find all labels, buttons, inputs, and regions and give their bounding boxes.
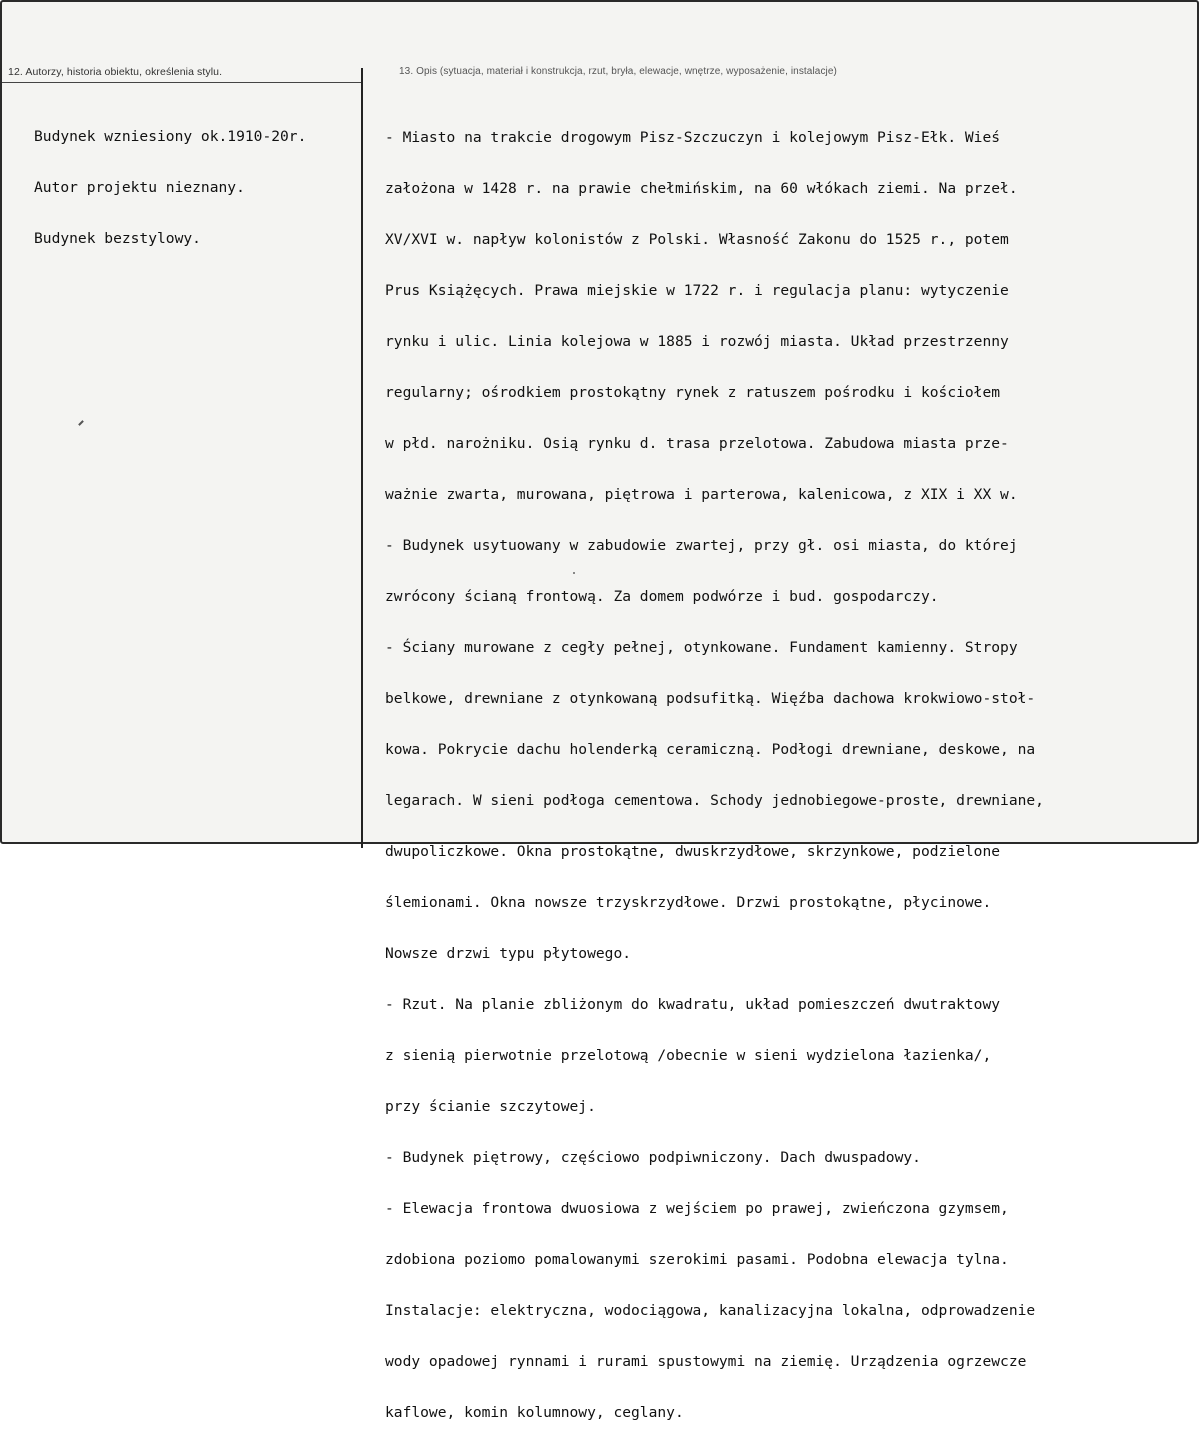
description-line: regularny; ośrodkiem prostokątny rynek z ratuszem pośrodku i kościołem	[385, 384, 1001, 401]
description-line: założona w 1428 r. na prawie chełmińskim, na 60 włókach ziemi. Na przeł.	[385, 180, 1018, 197]
description-line: zdobiona poziomo pomalowanymi szerokimi pasami. Podobna elewacja tylna.	[385, 1251, 1009, 1268]
header-underline	[2, 82, 362, 83]
description-line: z sienią pierwotnie przelotową /obecnie w sieni wydzielona łazienka/,	[385, 1047, 992, 1064]
description-line: przy ścianie szczytowej.	[385, 1098, 596, 1115]
description-line: kaflowe, komin kolumnowy, ceglany.	[385, 1404, 684, 1421]
history-line: Budynek bezstylowy.	[34, 230, 201, 247]
description-line: wody opadowej rynnami i rurami spustowymi na ziemię. Urządzenia ogrzewcze	[385, 1353, 1027, 1370]
history-line: Budynek wzniesiony ok.1910-20r.	[34, 128, 307, 145]
column-divider	[361, 68, 363, 848]
description-line: Instalacje: elektryczna, wodociągowa, kanalizacyjna lokalna, odprowadzenie	[385, 1302, 1036, 1319]
history-line: Autor projektu nieznany.	[34, 179, 245, 196]
paper-speck	[573, 572, 575, 574]
description-line: kowa. Pokrycie dachu holenderką ceramiczną. Podłogi drewniane, deskowe, na	[385, 741, 1036, 758]
description-line: - Budynek piętrowy, częściowo podpiwniczony. Dach dwuspadowy.	[385, 1149, 921, 1166]
description-line: ślemionami. Okna nowsze trzyskrzydłowe. Drzwi prostokątne, płycinowe.	[385, 894, 992, 911]
section-12-heading: 12. Autorzy, historia obiektu, określenia stylu.	[8, 66, 223, 78]
description-line: - Rzut. Na planie zbliżonym do kwadratu, układ pomieszczeń dwutraktowy	[385, 996, 1001, 1013]
description-line: Nowsze drzwi typu płytowego.	[385, 945, 632, 962]
section-13-heading: 13. Opis (sytuacja, materiał i konstrukcja, rzut, bryła, elewacje, wnętrze, wyposażenie, instalacje)	[399, 66, 837, 77]
pencil-mark	[78, 420, 84, 426]
description-line: legarach. W sieni podłoga cementowa. Schody jednobiegowe-proste, drewniane,	[385, 792, 1044, 809]
description-line: zwrócony ścianą frontową. Za domem podwórze i bud. gospodarczy.	[385, 588, 939, 605]
description-line: - Miasto na trakcie drogowym Pisz-Szczuczyn i kolejowym Pisz-Ełk. Wieś	[385, 129, 1001, 146]
description-line: dwupoliczkowe. Okna prostokątne, dwuskrzydłowe, skrzynkowe, podzielone	[385, 843, 1001, 860]
description-line: - Budynek usytuowany w zabudowie zwartej, przy gł. osi miasta, do której	[385, 537, 1018, 554]
description-line: rynku i ulic. Linia kolejowa w 1885 i rozwój miasta. Układ przestrzenny	[385, 333, 1009, 350]
history-text	[34, 94, 306, 281]
description-line: ważnie zwarta, murowana, piętrowa i parterowa, kalenicowa, z XIX i XX w.	[385, 486, 1018, 503]
description-text	[385, 95, 1044, 1455]
description-line: - Ściany murowane z cegły pełnej, otynkowane. Fundament kamienny. Stropy	[385, 639, 1018, 656]
description-line: - Elewacja frontowa dwuosiowa z wejściem po prawej, zwieńczona gzymsem,	[385, 1200, 1009, 1217]
description-line: w płd. narożniku. Osią rynku d. trasa przelotowa. Zabudowa miasta prze-	[385, 435, 1009, 452]
description-line: XV/XVI w. napływ kolonistów z Polski. Własność Zakonu do 1525 r., potem	[385, 231, 1009, 248]
description-line: Prus Książęcych. Prawa miejskie w 1722 r. i regulacja planu: wytyczenie	[385, 282, 1009, 299]
description-line: belkowe, drewniane z otynkowaną podsufitką. Więźba dachowa krokwiowo-stoł-	[385, 690, 1036, 707]
